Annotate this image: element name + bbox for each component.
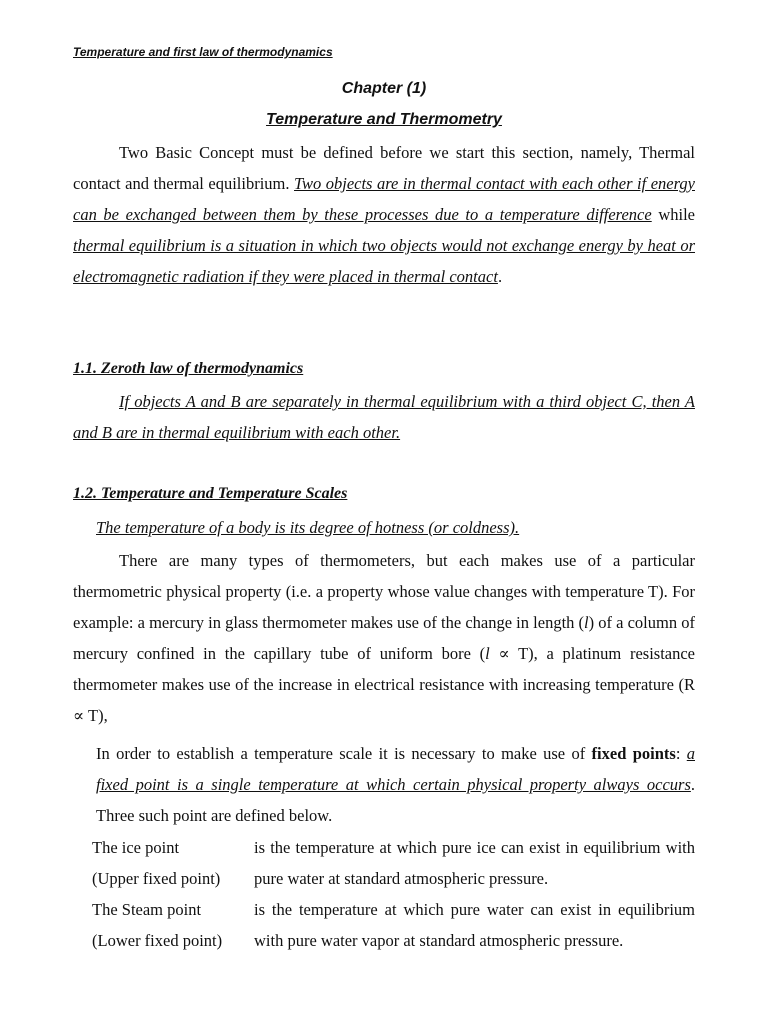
fixed-point-definition: a fixed point is a single temperature at which certain physical property always occurs: [96, 744, 695, 794]
intro-text: Two Basic Concept must be defined before we start this section, namely, Thermal contact and thermal equilibrium.: [73, 143, 695, 193]
fixed-point-name: The ice point: [92, 838, 180, 857]
fixed-point-description: is the temperature at which pure water can exist in equilibrium with pure water vapor at standard atmospheric pressure.: [254, 900, 695, 950]
temperature-definition: The temperature of a body is its degree of hotness (or coldness).: [96, 518, 520, 537]
thermometer-text-3: ∝ T), a platinum resistance thermometer makes use of the increase in electrical resistance with increasing temperature (R ∝ T),: [73, 644, 696, 725]
zeroth-law-statement: If objects A and B are separately in thermal equilibrium with a third object C, then A and B are in thermal equilibrium with each other.: [73, 392, 695, 442]
chapter-number: Chapter (1): [341, 80, 427, 97]
fixed-points-end: . Three such point are defined below.: [96, 775, 695, 825]
fixed-point-description: is the temperature at which pure ice can exist in equilibrium with pure water at standard atmospheric pressure.: [254, 838, 695, 888]
chapter-title: Temperature and Thermometry: [266, 111, 502, 128]
thermometer-text-1: There are many types of thermometers, but each makes use of a particular thermometric physical property (i.e. a property whose value changes with temperature T). For example: a mercury in glass thermometer makes use of the change in length (: [73, 551, 695, 632]
fixed-points-paragraph: [96, 738, 695, 831]
fixed-point-row: [92, 894, 695, 987]
thermometer-text-2: ) of a column of mercury confined in the capillary tube of uniform bore (: [73, 613, 695, 663]
intro-period: .: [497, 267, 503, 286]
intro-connector: while: [651, 205, 695, 224]
length-symbol: l: [584, 613, 589, 632]
fixed-points-colon: :: [675, 744, 687, 763]
fixed-point-term: [92, 832, 252, 894]
running-header: Temperature and first law of thermodynamics: [73, 45, 333, 59]
fixed-point-label: (Upper fixed point): [92, 869, 221, 888]
section-heading-zeroth-law: 1.1. Zeroth law of thermodynamics: [73, 360, 304, 377]
intro-paragraph: [73, 137, 695, 292]
fixed-point-name: The Steam point: [92, 900, 202, 919]
thermal-contact-definition: Two objects are in thermal contact with each other if energy can be exchanged between them by these processes due to a temperature difference: [73, 174, 695, 224]
thermal-equilibrium-definition: thermal equilibrium is a situation in which two objects would not exchange energy by heat or electromagnetic radiation if they were placed in thermal contact: [73, 236, 695, 286]
fixed-points-term: fixed points: [591, 744, 676, 763]
fixed-point-label: (Lower fixed point): [92, 931, 223, 950]
fixed-points-intro: In order to establish a temperature scale it is necessary to make use of: [96, 744, 592, 763]
length-symbol-2: l: [485, 644, 490, 663]
thermometer-paragraph: [73, 545, 695, 731]
fixed-point-row: [92, 832, 695, 894]
section-heading-temperature-scales: 1.2. Temperature and Temperature Scales: [73, 485, 348, 502]
fixed-point-term: [92, 894, 252, 956]
